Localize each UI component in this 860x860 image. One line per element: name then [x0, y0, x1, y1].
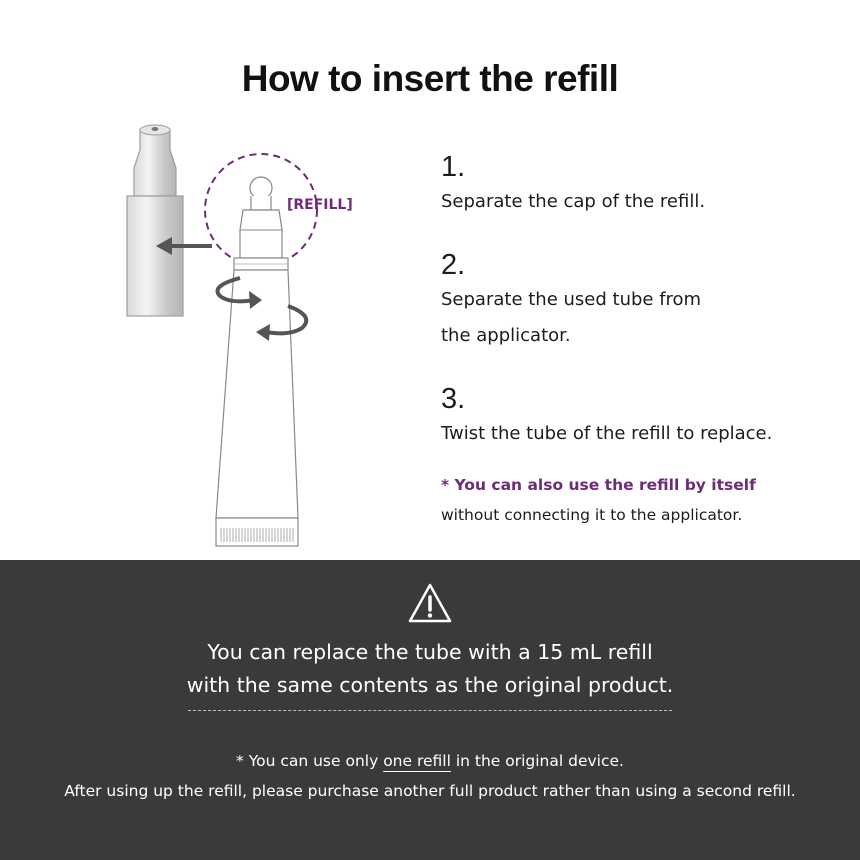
notice-line-2: with the same contents as the original product. [186, 673, 674, 697]
step-number: 3. [441, 383, 466, 415]
standalone-note [441, 470, 841, 530]
note-text: without connecting it to the applicator. [441, 506, 743, 524]
step-1 [441, 150, 705, 220]
notice-panel [0, 560, 860, 860]
dashed-divider [188, 710, 672, 711]
step-text: the applicator. [441, 325, 571, 346]
step-text: Separate the cap of the refill. [441, 191, 706, 212]
warning-triangle-icon [407, 582, 453, 624]
step-number: 2. [441, 249, 466, 281]
page-title: How to insert the refill [241, 58, 619, 99]
cap-icon [127, 125, 183, 316]
refill-illustration [110, 118, 430, 558]
refill-nozzle-icon [234, 177, 288, 270]
step-text: Separate the used tube from [441, 289, 702, 310]
fineprint-prefix: * You can use only [236, 752, 384, 770]
fineprint-line-1 [0, 746, 860, 776]
notice-line-1: You can replace the tube with a 15 mL refill [207, 640, 653, 664]
refill-label: [REFILL] [287, 197, 353, 213]
fineprint-underlined: one refill [383, 752, 451, 770]
fineprint-suffix: in the original device. [450, 752, 624, 770]
notice-main [0, 636, 860, 702]
fineprint-line-2: After using up the refill, please purchase another full product rather than using a second refill. [64, 782, 796, 800]
step-3 [441, 382, 772, 452]
note-highlight: * You can also use the refill by itself [441, 476, 756, 494]
step-number: 1. [441, 151, 466, 183]
notice-fineprint [0, 746, 860, 806]
refill-tube-icon [216, 270, 298, 546]
step-text: Twist the tube of the refill to replace. [441, 423, 773, 444]
step-2 [441, 248, 701, 354]
